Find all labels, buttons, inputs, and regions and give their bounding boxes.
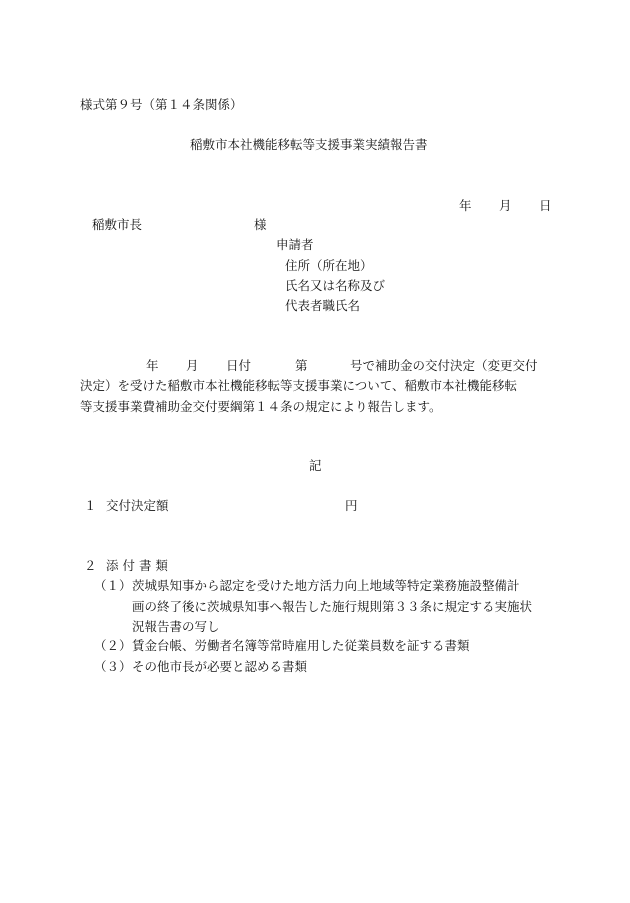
- form-number-label: 様式第９号（第１４条関係）: [80, 97, 243, 112]
- attachment-1-line3: 況報告書の写し: [132, 619, 220, 634]
- section1-label: 交付決定額: [106, 498, 169, 513]
- attachment-1-line1: 茨城県知事から認定を受けた地方活力向上地域等特定業務施設整備計: [132, 578, 520, 593]
- attachment-3-line1: その他市長が必要と認める書類: [132, 659, 308, 674]
- attachment-2-number: （２）: [94, 638, 132, 653]
- attachment-2-line1: 賃金台帳、労働者名簿等常時雇用した従業員数を証する書類: [132, 638, 470, 653]
- applicant-label: 申請者: [276, 237, 314, 252]
- attachment-1-number: （１）: [94, 578, 132, 593]
- addressee-honorific: 様: [254, 217, 267, 232]
- date-day-label: 日: [539, 198, 552, 213]
- ref-day-label: 日付: [226, 358, 252, 373]
- ref-month-label: 月: [186, 358, 199, 373]
- ki-heading: 記: [309, 458, 322, 473]
- date-year-label: 年: [459, 198, 472, 213]
- section2-label: 添 付 書 類: [106, 558, 168, 573]
- ref-dai-label: 第: [295, 358, 308, 373]
- date-month-label: 月: [499, 198, 512, 213]
- body-paragraph-line2: 決定）を受けた稲敷市本社機能移転等支援事業について、稲敷市本社機能移転: [80, 378, 518, 393]
- addressee-name: 稲敷市長: [92, 217, 143, 232]
- attachment-1-line2: 画の終了後に茨城県知事へ報告した施行規則第３３条に規定する実施状: [132, 599, 533, 614]
- section1-number: １: [84, 498, 97, 513]
- attachment-3-number: （３）: [94, 659, 132, 674]
- document-title: 稲敷市本社機能移転等支援事業実績報告書: [190, 137, 428, 152]
- ref-year-label: 年: [146, 358, 159, 373]
- applicant-representative-label: 代表者職氏名: [285, 298, 361, 313]
- ref-go-text: 号で補助金の交付決定（変更交付: [350, 358, 538, 373]
- applicant-name-label: 氏名又は名称及び: [285, 278, 386, 293]
- section1-unit: 円: [345, 498, 358, 513]
- applicant-address-label: 住所（所在地）: [285, 258, 373, 273]
- body-paragraph-line3: 等支援事業費補助金交付要綱第１４条の規定により報告します。: [80, 399, 442, 414]
- section2-number: ２: [84, 558, 97, 573]
